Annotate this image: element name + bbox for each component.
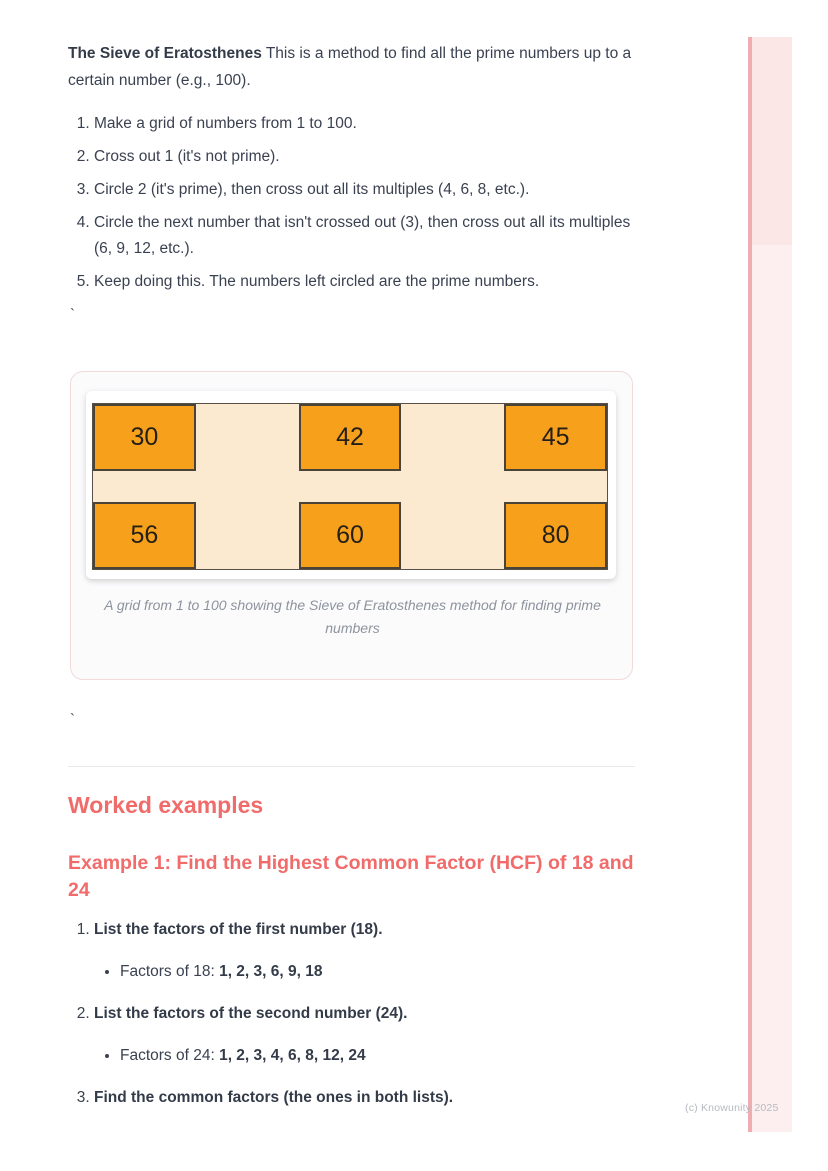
grid-cell-blank <box>401 404 504 471</box>
worked-examples-heading: Worked examples <box>68 792 264 818</box>
step-label: List the factors of the second number (24). <box>94 1005 408 1022</box>
step-label: Find the common factors (the ones in both lists). <box>94 1089 454 1106</box>
intro-description: This is a method to find all the prime numbers up to a certain number (e.g., 100). <box>68 45 632 89</box>
factors-prefix: Factors of 24: <box>120 1047 220 1064</box>
copyright-watermark: (c) Knowunity 2025 <box>685 1102 779 1114</box>
sieve-step-4: 4. Circle the next number that isn't crossed out (3), then cross out all its multiples (6, 9, 12, etc.). <box>94 210 644 262</box>
step-1-sublist <box>94 959 648 985</box>
example1-step-1 <box>94 917 648 985</box>
example1-step-2 <box>94 1001 648 1069</box>
sieve-step-2: 2. Cross out 1 (it's not prime). <box>94 144 644 170</box>
sieve-grid-image <box>86 391 616 579</box>
figure-card <box>70 371 633 680</box>
section-divider <box>68 766 635 767</box>
sieve-step-5: 5. Keep doing this. The numbers left circled are the prime numbers. <box>94 269 644 295</box>
factors-values: 1, 2, 3, 6, 9, 18 <box>219 963 323 980</box>
grid-cell-blank <box>401 502 504 569</box>
grid-cell-45: 45 <box>504 404 607 471</box>
sieve-steps-list <box>68 111 644 302</box>
step-2-sublist <box>94 1043 648 1069</box>
grid-cell-30: 30 <box>93 404 196 471</box>
example1-heading: Example 1: Find the Highest Common Factor (HCF) of 18 and 24 <box>68 852 634 901</box>
grid-cell-60: 60 <box>299 502 402 569</box>
step-label: List the factors of the first number (18). <box>94 921 383 938</box>
page-edge-stripe <box>748 37 792 1132</box>
grid-cell-42: 42 <box>299 404 402 471</box>
grid-cell-56: 56 <box>93 502 196 569</box>
stray-backtick-top: ` <box>70 306 75 323</box>
grid-middle-strip <box>93 471 607 502</box>
sieve-step-1: 1. Make a grid of numbers from 1 to 100. <box>94 111 644 137</box>
intro-term: The Sieve of Eratosthenes <box>68 45 262 62</box>
example1-step-3 <box>94 1085 648 1111</box>
intro-paragraph <box>68 40 644 94</box>
grid-cell-blank <box>196 404 299 471</box>
figure-caption: A grid from 1 to 100 showing the Sieve of Eratosthenes method for finding prime numbers <box>104 597 601 636</box>
grid-cell-blank <box>196 502 299 569</box>
sieve-grid <box>92 403 608 570</box>
example1-steps-list <box>68 917 648 1127</box>
grid-cell-80: 80 <box>504 502 607 569</box>
stray-backtick-bottom: ` <box>70 711 75 728</box>
factors-of-24-item <box>120 1043 648 1069</box>
sieve-step-3: 3. Circle 2 (it's prime), then cross out all its multiples (4, 6, 8, etc.). <box>94 177 644 203</box>
factors-values: 1, 2, 3, 4, 6, 8, 12, 24 <box>219 1047 366 1064</box>
factors-prefix: Factors of 18: <box>120 963 220 980</box>
factors-of-18-item <box>120 959 648 985</box>
stripe-bottom-segment <box>752 245 792 1132</box>
stripe-top-segment <box>752 37 792 245</box>
